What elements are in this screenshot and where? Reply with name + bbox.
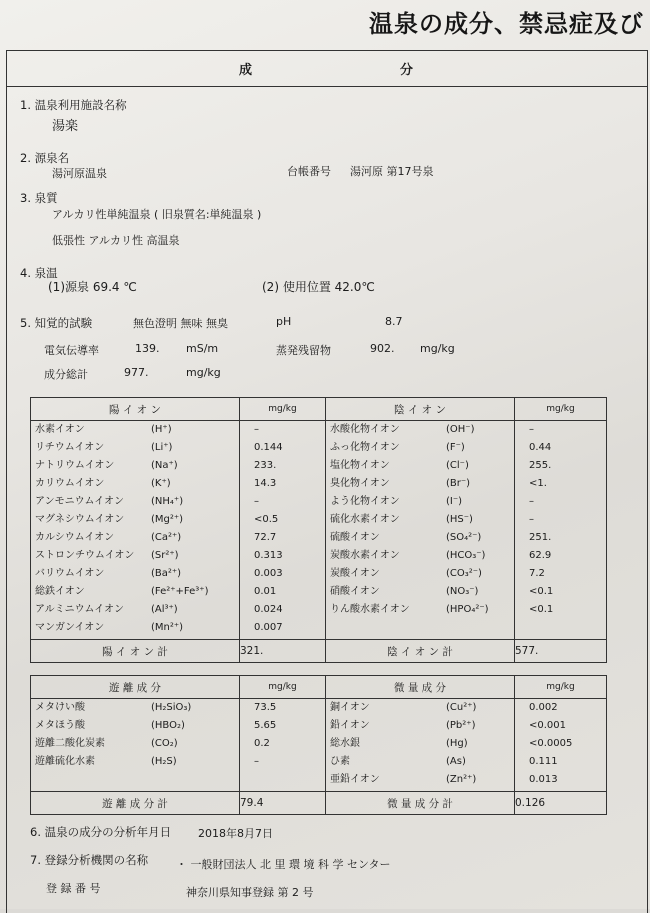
analysis-institution-value: ・ 一般財団法人 北 里 環 境 科 学 センター [176, 858, 391, 871]
free-symbol: (CO₂) [151, 738, 178, 749]
anion-symbol: (F⁻) [446, 442, 465, 453]
trace-name: 鉛イオン [330, 720, 370, 731]
table-row [31, 457, 239, 475]
anion-name: よう化物イオン [330, 496, 400, 507]
anion-names [326, 421, 515, 640]
total-components-label: 成分総計 [44, 368, 88, 381]
table-row [31, 511, 239, 529]
cation-value: 0.144 [254, 442, 283, 453]
registry-value: 湯河原 第17号泉 [350, 165, 434, 178]
header-char-2: 分 [400, 63, 414, 78]
free-total-value: 79.4 [240, 792, 326, 815]
anion-symbol: (Br⁻) [446, 478, 471, 489]
cation-total-label: 陽 イ オ ン 計 [31, 640, 240, 663]
cation-header: 陽 イ オ ン [31, 398, 240, 421]
cation-name: マグネシウムイオン [35, 514, 125, 525]
table-row [31, 735, 239, 753]
trace-value: 0.002 [529, 702, 558, 713]
use-temperature: (2) 使用位置 42.0℃ [262, 280, 375, 294]
total-components-unit: mg/kg [186, 366, 221, 379]
table-row [31, 717, 239, 735]
analysis-date-label: 6. 温泉の成分の分析年月日 [30, 825, 172, 839]
free-name: メタほう酸 [35, 720, 85, 731]
cation-symbol: (NH₄⁺) [151, 496, 184, 507]
cation-name: マンガンイオン [35, 622, 105, 633]
facility-value: 湯楽 [52, 119, 79, 134]
anion-name: 臭化物イオン [330, 478, 390, 489]
table-row [31, 601, 239, 619]
residue-value: 902. [370, 342, 395, 355]
table-row [326, 439, 514, 457]
trace-value: 0.013 [529, 774, 558, 785]
analysis-institution-label: 7. 登録分析機関の名称 [30, 853, 149, 867]
table-row [326, 511, 514, 529]
table-row [326, 529, 514, 547]
table-row [31, 493, 239, 511]
table-row [31, 475, 239, 493]
cation-values [240, 421, 326, 640]
table-row [326, 583, 514, 601]
anion-symbol: (CO₃²⁻) [446, 568, 482, 579]
anion-name: りん酸水素イオン [330, 604, 410, 615]
cation-symbol: (Fe²⁺+Fe³⁺) [151, 586, 209, 597]
perception-label: 5. 知覚的試験 [20, 316, 93, 330]
cation-value: 14.3 [254, 478, 277, 489]
trace-symbol: (Zn²⁺) [446, 774, 477, 785]
table-row [31, 529, 239, 547]
anion-symbol: (Cl⁻) [446, 460, 469, 471]
free-values [240, 699, 326, 792]
table-row [31, 439, 239, 457]
trace-symbol: (Pb²⁺) [446, 720, 476, 731]
free-unit: mg/kg [240, 676, 326, 699]
free-name: 遊離二酸化炭素 [35, 738, 105, 749]
cation-symbol: (Na⁺) [151, 460, 178, 471]
table-row [326, 457, 514, 475]
table-row [31, 565, 239, 583]
cation-name: 水素イオン [35, 424, 85, 435]
cation-symbol: (Mn²⁺) [151, 622, 184, 633]
anion-value: 62.9 [529, 550, 552, 561]
trace-name: ひ素 [330, 756, 350, 767]
trace-unit: mg/kg [515, 676, 607, 699]
anion-total-value: 577. [515, 640, 607, 663]
cation-symbol: (Li⁺) [151, 442, 173, 453]
total-components-value: 977. [124, 366, 149, 379]
ion-table [30, 397, 607, 663]
spring-quality-line1: アルカリ性単純温泉 ( 旧泉質名:単純温泉 ) [52, 208, 262, 221]
table-row [31, 547, 239, 565]
cation-value: 72.7 [254, 532, 277, 543]
free-name: 遊離硫化水素 [35, 756, 95, 767]
trace-name: 総水銀 [330, 738, 360, 749]
trace-symbol: (Cu²⁺) [446, 702, 477, 713]
anion-value: <0.1 [529, 604, 554, 615]
spring-quality-label: 3. 泉質 [20, 191, 58, 205]
source-name-label: 2. 源泉名 [20, 151, 70, 165]
cation-name: カリウムイオン [35, 478, 105, 489]
trace-total-label: 微 量 成 分 計 [326, 792, 515, 815]
cation-value: 0.007 [254, 622, 283, 633]
cation-value: <0.5 [254, 514, 279, 525]
cation-value: 0.313 [254, 550, 283, 561]
conductivity-value: 139. [135, 342, 160, 355]
anion-name: 硫化水素イオン [330, 514, 400, 525]
free-symbol: (H₂SiO₃) [151, 702, 192, 713]
cation-value: 0.003 [254, 568, 283, 579]
free-names [31, 699, 240, 792]
cation-name: ストロンチウムイオン [35, 550, 135, 561]
cation-symbol: (Mg²⁺) [151, 514, 184, 525]
ph-label: pH [276, 315, 292, 328]
trace-value: <0.0005 [529, 738, 573, 749]
table-row [326, 717, 514, 735]
components-table [30, 675, 607, 815]
table-header [7, 51, 647, 87]
cation-value: 233. [254, 460, 277, 471]
table-row [326, 753, 514, 771]
anion-name: 塩化物イオン [330, 460, 390, 471]
cation-total-value: 321. [240, 640, 326, 663]
anion-unit: mg/kg [515, 398, 607, 421]
free-header: 遊 離 成 分 [31, 676, 240, 699]
registration-number-label: 登 録 番 号 [46, 882, 101, 895]
trace-values [515, 699, 607, 792]
table-row [326, 699, 514, 717]
table-row [326, 565, 514, 583]
trace-value: 0.111 [529, 756, 558, 767]
cation-name: アンモニウムイオン [35, 496, 124, 507]
cation-symbol: (Al³⁺) [151, 604, 178, 615]
cation-value: – [254, 424, 259, 435]
temperature-label: 4. 泉温 [20, 266, 58, 280]
cation-name: バリウムイオン [35, 568, 105, 579]
cation-unit: mg/kg [240, 398, 326, 421]
page-title: 温泉の成分、禁忌症及び [369, 10, 644, 38]
cation-symbol: (H⁺) [151, 424, 172, 435]
table-row [31, 421, 239, 439]
anion-value: 251. [529, 532, 552, 543]
anion-symbol: (HPO₄²⁻) [446, 604, 489, 615]
anion-values [515, 421, 607, 640]
free-symbol: (H₂S) [151, 756, 177, 767]
table-row [326, 547, 514, 565]
table-row [326, 475, 514, 493]
anion-value: <0.1 [529, 586, 554, 597]
free-total-label: 遊 離 成 分 計 [31, 792, 240, 815]
table-row [326, 421, 514, 439]
anion-name: 硝酸イオン [330, 586, 380, 597]
conductivity-label: 電気伝導率 [44, 344, 99, 357]
trace-name: 銅イオン [330, 702, 370, 713]
registration-number-value: 神奈川県知事登録 第 2 号 [186, 886, 314, 899]
source-temperature: (1)源泉 69.4 ℃ [48, 280, 137, 294]
anion-value: 7.2 [529, 568, 545, 579]
cation-name: ナトリウムイオン [35, 460, 115, 471]
trace-symbol: (As) [446, 756, 466, 767]
free-name: メタけい酸 [35, 702, 85, 713]
trace-total-value: 0.126 [515, 792, 607, 815]
analysis-date-value: 2018年8月7日 [198, 827, 273, 840]
free-symbol: (HBO₂) [151, 720, 185, 731]
free-value: 0.2 [254, 738, 270, 749]
anion-value: – [529, 496, 534, 507]
cation-value: 0.01 [254, 586, 277, 597]
anion-total-label: 陰 イ オ ン 計 [326, 640, 515, 663]
trace-names [326, 699, 515, 792]
trace-name: 亜鉛イオン [330, 774, 380, 785]
trace-header: 微 量 成 分 [326, 676, 515, 699]
anion-symbol: (NO₃⁻) [446, 586, 479, 597]
anion-value: <1. [529, 478, 547, 489]
anion-name: 水酸化物イオン [330, 424, 400, 435]
free-value: 5.65 [254, 720, 277, 731]
free-value: 73.5 [254, 702, 277, 713]
source-name-value: 湯河原温泉 [52, 167, 107, 180]
table-row [31, 753, 239, 771]
cation-name: カルシウムイオン [35, 532, 115, 543]
cation-symbol: (Ba²⁺) [151, 568, 182, 579]
anion-name: 炭酸イオン [330, 568, 380, 579]
anion-value: 0.44 [529, 442, 552, 453]
cation-names [31, 421, 240, 640]
cation-value: – [254, 496, 259, 507]
perception-value: 無色澄明 無味 無臭 [133, 317, 228, 330]
anion-header: 陰 イ オ ン [326, 398, 515, 421]
free-value: – [254, 756, 259, 767]
cation-symbol: (Ca²⁺) [151, 532, 182, 543]
anion-name: 硫酸イオン [330, 532, 380, 543]
spring-quality-line2: 低張性 アルカリ性 高温泉 [52, 234, 180, 247]
table-row [326, 735, 514, 753]
registry-label: 台帳番号 [287, 165, 331, 178]
cation-symbol: (Sr²⁺) [151, 550, 179, 561]
anion-symbol: (HS⁻) [446, 514, 473, 525]
trace-value: <0.001 [529, 720, 567, 731]
anion-name: ふっ化物イオン [330, 442, 400, 453]
cation-name: 総鉄イオン [35, 586, 85, 597]
anion-value: – [529, 424, 534, 435]
anion-value: 255. [529, 460, 552, 471]
anion-symbol: (OH⁻) [446, 424, 475, 435]
table-row [31, 699, 239, 717]
table-row [326, 601, 514, 619]
table-row [326, 493, 514, 511]
cation-symbol: (K⁺) [151, 478, 171, 489]
residue-label: 蒸発残留物 [276, 344, 331, 357]
anion-symbol: (SO₄²⁻) [446, 532, 482, 543]
residue-unit: mg/kg [420, 342, 455, 355]
cation-name: リチウムイオン [35, 442, 105, 453]
table-row [326, 771, 514, 789]
header-char-1: 成 [239, 63, 253, 78]
ph-value: 8.7 [385, 315, 403, 328]
table-row [31, 583, 239, 601]
anion-symbol: (I⁻) [446, 496, 463, 507]
anion-value: – [529, 514, 534, 525]
cation-value: 0.024 [254, 604, 283, 615]
trace-symbol: (Hg) [446, 738, 468, 749]
facility-label: 1. 温泉利用施設名称 [20, 98, 127, 112]
anion-symbol: (HCO₃⁻) [446, 550, 486, 561]
anion-name: 炭酸水素イオン [330, 550, 400, 561]
table-row [31, 619, 239, 637]
cation-name: アルミニウムイオン [35, 604, 124, 615]
conductivity-unit: mS/m [186, 342, 219, 355]
